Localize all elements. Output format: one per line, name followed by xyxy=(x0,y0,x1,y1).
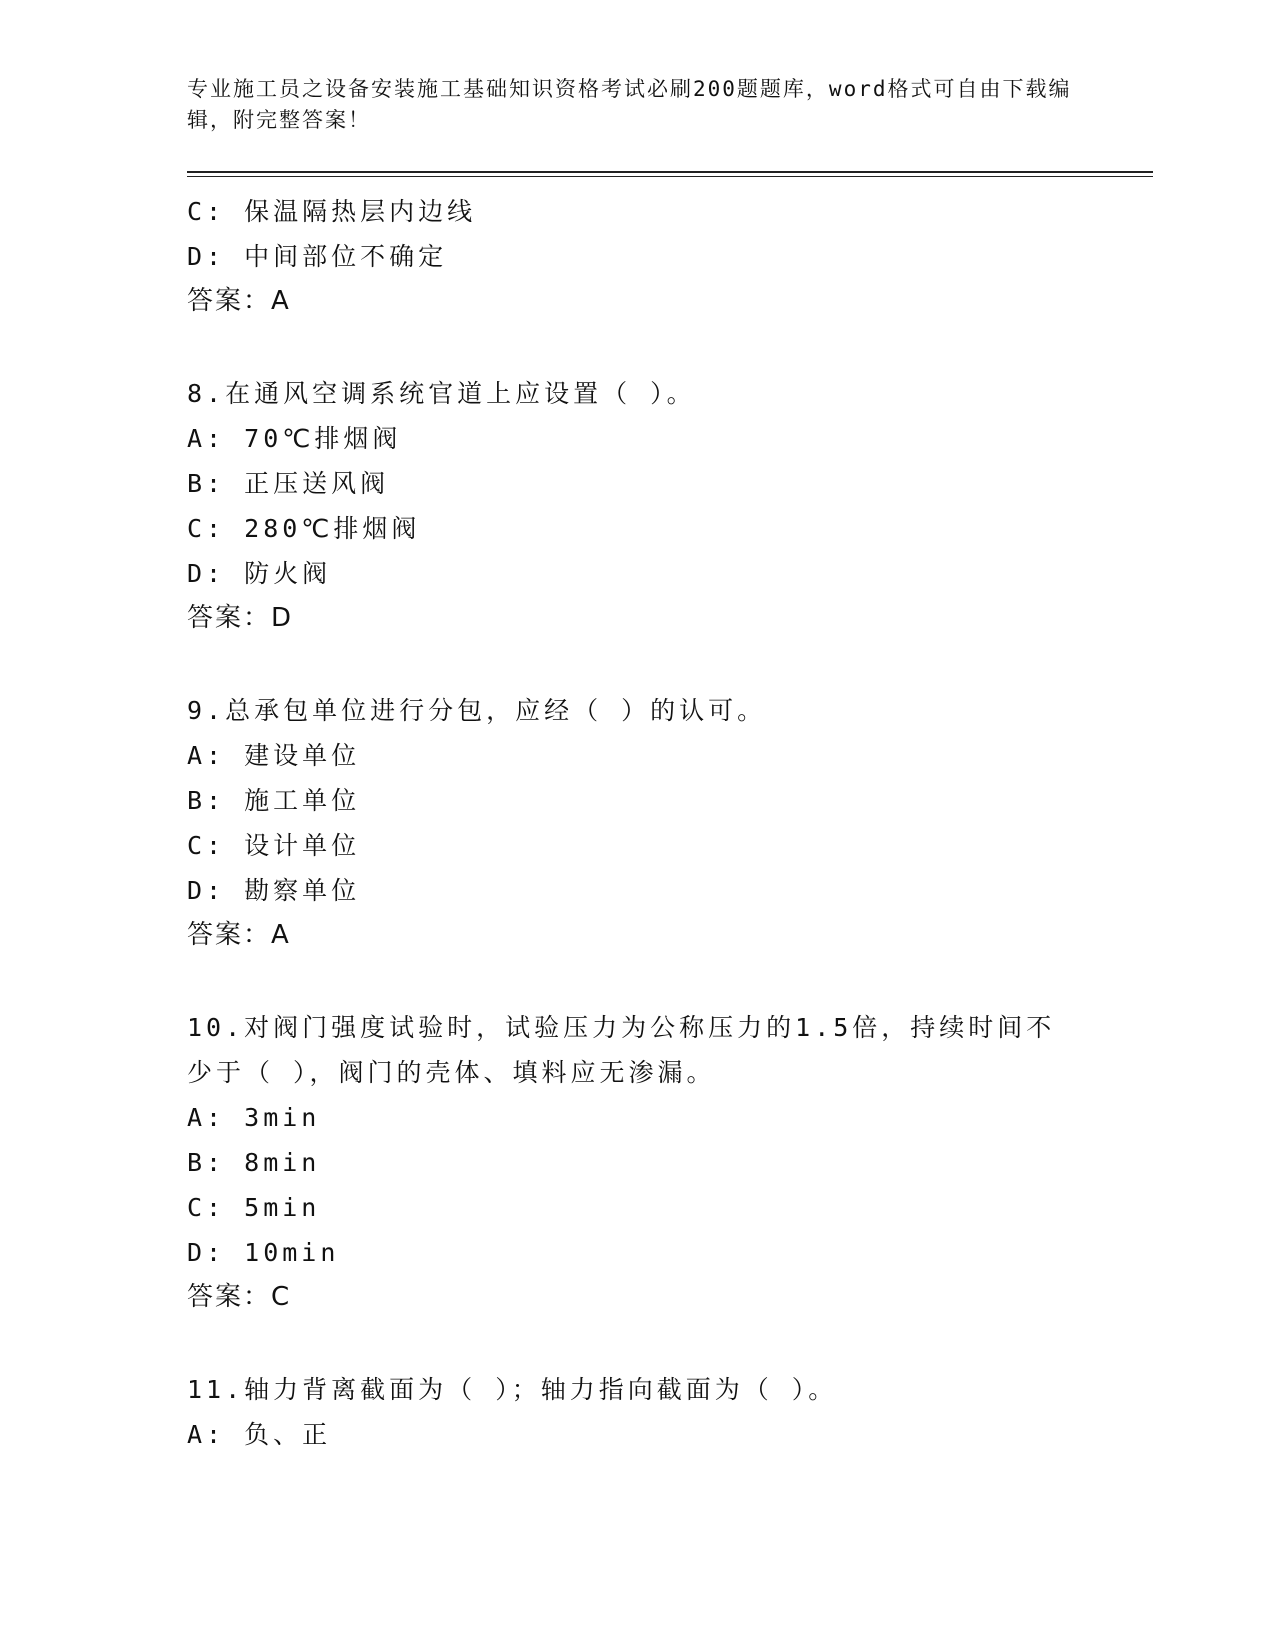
option-c: C: 5min xyxy=(187,1193,321,1222)
question-11 xyxy=(187,1367,1127,1457)
question-stem: 11.轴力背离截面为（ ）；轴力指向截面为（ ）。 xyxy=(187,1375,838,1404)
question-9 xyxy=(187,688,1127,958)
spacer xyxy=(187,958,1127,1005)
question-stem: 8.在通风空调系统官道上应设置（ ）。 xyxy=(187,379,696,408)
option-a: A: 70℃排烟阀 xyxy=(187,424,402,453)
option-c: C: 保温隔热层内边线 xyxy=(187,197,477,226)
option-c: C: 280℃排烟阀 xyxy=(187,514,421,543)
answer-line: 答案：C xyxy=(187,1282,292,1312)
partial-question xyxy=(187,189,1127,324)
option-d: D: 勘察单位 xyxy=(187,876,361,905)
option-b: B: 正压送风阀 xyxy=(187,469,390,498)
spacer xyxy=(187,641,1127,688)
option-d: D: 中间部位不确定 xyxy=(187,242,448,271)
option-a: A: 3min xyxy=(187,1103,321,1132)
question-10 xyxy=(187,1005,1127,1320)
question-stem: 9.总承包单位进行分包，应经（ ）的认可。 xyxy=(187,696,767,725)
option-b: B: 8min xyxy=(187,1148,321,1177)
answer-line: 答案：D xyxy=(187,603,294,633)
answer-line: 答案：A xyxy=(187,920,291,950)
question-stem: 10.对阀门强度试验时，试验压力为公称压力的1.5倍，持续时间不少于（ ），阀门的壳体、填料应无渗漏。 xyxy=(187,1013,1056,1087)
option-b: B: 施工单位 xyxy=(187,786,361,815)
header-divider-bottom xyxy=(187,176,1153,177)
question-8 xyxy=(187,371,1127,641)
option-c: C: 设计单位 xyxy=(187,831,361,860)
answer-line: 答案：A xyxy=(187,286,291,316)
document-header-title: 专业施工员之设备安装施工基础知识资格考试必刷200题题库，word格式可自由下载编辑，附完整答案！ xyxy=(187,77,1072,132)
option-d: D: 防火阀 xyxy=(187,559,332,588)
header-divider-top xyxy=(187,171,1153,173)
option-d: D: 10min xyxy=(187,1238,340,1267)
option-a: A: 负、正 xyxy=(187,1420,332,1449)
option-a: A: 建设单位 xyxy=(187,741,361,770)
question-list xyxy=(187,189,1127,1457)
spacer xyxy=(187,1320,1127,1367)
spacer xyxy=(187,324,1127,371)
